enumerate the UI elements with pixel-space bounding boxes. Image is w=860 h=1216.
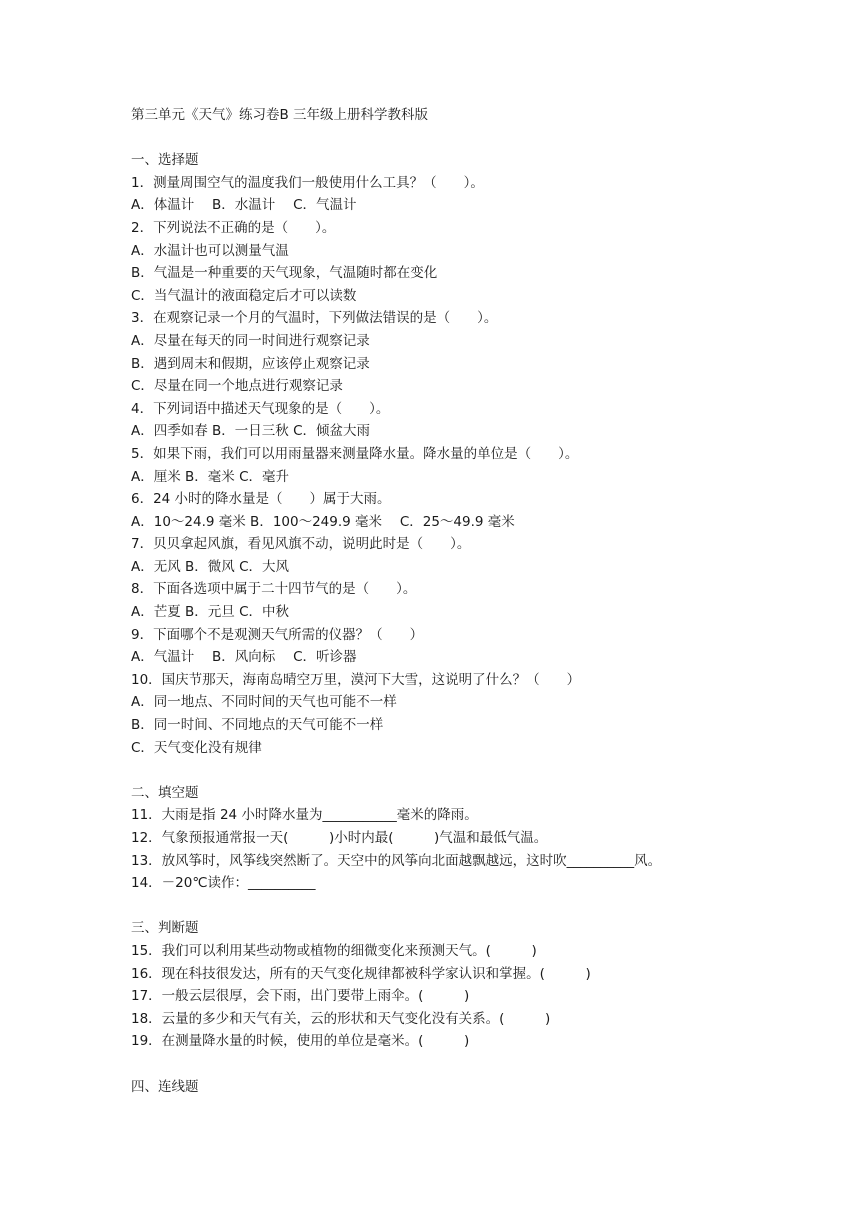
question-line: 3．在观察记录一个月的气温时，下列做法错误的是（ ）。	[131, 310, 498, 327]
question-line: 9．下面哪个不是观测天气所需的仪器？（ ）	[131, 626, 424, 643]
question-line: 13．放风筝时，风筝线突然断了。天空中的风筝向北面越飘越远，这时吹__________风。	[131, 852, 662, 869]
option-line: A．水温计也可以测量气温	[131, 242, 289, 259]
section-matching	[131, 1076, 731, 1099]
option-line: A．气温计 B．风向标 C．听诊器	[131, 649, 357, 666]
option-line: C．天气变化没有规律	[131, 739, 262, 756]
section-heading: 二、填空题	[131, 784, 199, 801]
worksheet-content	[131, 104, 731, 1098]
question-line: 8．下面各选项中属于二十四节气的是（ ）。	[131, 581, 417, 598]
question-line: 4．下列词语中描述天气现象的是（ ）。	[131, 400, 390, 417]
section-true-false	[131, 917, 731, 1053]
question-line: 5．如果下雨，我们可以用雨量器来测量降水量。降水量的单位是（ ）。	[131, 445, 579, 462]
question-line: 7．贝贝拿起风旗，看见风旗不动，说明此时是（ ）。	[131, 536, 471, 553]
section-heading: 四、连线题	[131, 1078, 199, 1095]
option-line: A．无风 B．微风 C．大风	[131, 558, 290, 575]
option-line: A．10～24.9 毫米 B．100～249.9 毫米 C．25～49.9 毫米	[131, 513, 515, 530]
question-line: 2．下列说法不正确的是（ ）。	[131, 219, 336, 236]
option-line: A．芒夏 B．元旦 C．中秋	[131, 604, 290, 621]
section-fill-in	[131, 782, 731, 895]
question-line: 16．现在科技很发达，所有的天气变化规律都被科学家认识和掌握。( )	[131, 965, 591, 982]
question-line: 17．一般云层很厚，会下雨，出门要带上雨伞。( )	[131, 988, 470, 1005]
question-line: 14．－20℃读作：__________	[131, 875, 316, 892]
option-line: A．同一地点、不同时间的天气也可能不一样	[131, 694, 397, 711]
spacer	[131, 1053, 731, 1076]
section-heading: 一、选择题	[131, 152, 199, 169]
option-line: B．遇到周末和假期，应该停止观察记录	[131, 355, 370, 372]
option-line: A．厘米 B．毫米 C．毫升	[131, 468, 290, 485]
option-line: B．气温是一种重要的天气现象，气温随时都在变化	[131, 265, 438, 282]
worksheet-title: 第三单元《天气》练习卷B 三年级上册科学教科版	[131, 107, 429, 123]
spacer	[131, 127, 731, 150]
option-line: A．体温计 B．水温计 C．气温计	[131, 197, 357, 214]
question-line: 12．气象预报通常报一天( )小时内最( )气温和最低气温。	[131, 830, 548, 846]
question-line: 6．24 小时的降水量是（ ）属于大雨。	[131, 491, 391, 508]
question-line: 15．我们可以利用某些动物或植物的细微变化来预测天气。( )	[131, 942, 537, 959]
question-line: 11．大雨是指 24 小时降水量为___________毫米的降雨。	[131, 807, 478, 824]
spacer	[131, 895, 731, 918]
option-line: A．四季如春 B．一日三秋 C．倾盆大雨	[131, 423, 371, 440]
question-line: 10．国庆节那天，海南岛晴空万里，漠河下大雪，这说明了什么？（ ）	[131, 671, 581, 688]
spacer	[131, 759, 731, 782]
option-line: B．同一时间、不同地点的天气可能不一样	[131, 717, 384, 734]
section-heading: 三、判断题	[131, 920, 199, 937]
section-multiple-choice	[131, 149, 731, 759]
question-line: 19．在测量降水量的时候，使用的单位是毫米。( )	[131, 1033, 470, 1050]
option-line: C．当气温计的液面稳定后才可以读数	[131, 287, 357, 304]
question-line: 1．测量周围空气的温度我们一般使用什么工具？（ ）。	[131, 174, 484, 191]
option-line: A．尽量在每天的同一时间进行观察记录	[131, 332, 370, 349]
option-line: C．尽量在同一个地点进行观察记录	[131, 378, 343, 395]
question-line: 18．云量的多少和天气有关，云的形状和天气变化没有关系。( )	[131, 1010, 551, 1027]
